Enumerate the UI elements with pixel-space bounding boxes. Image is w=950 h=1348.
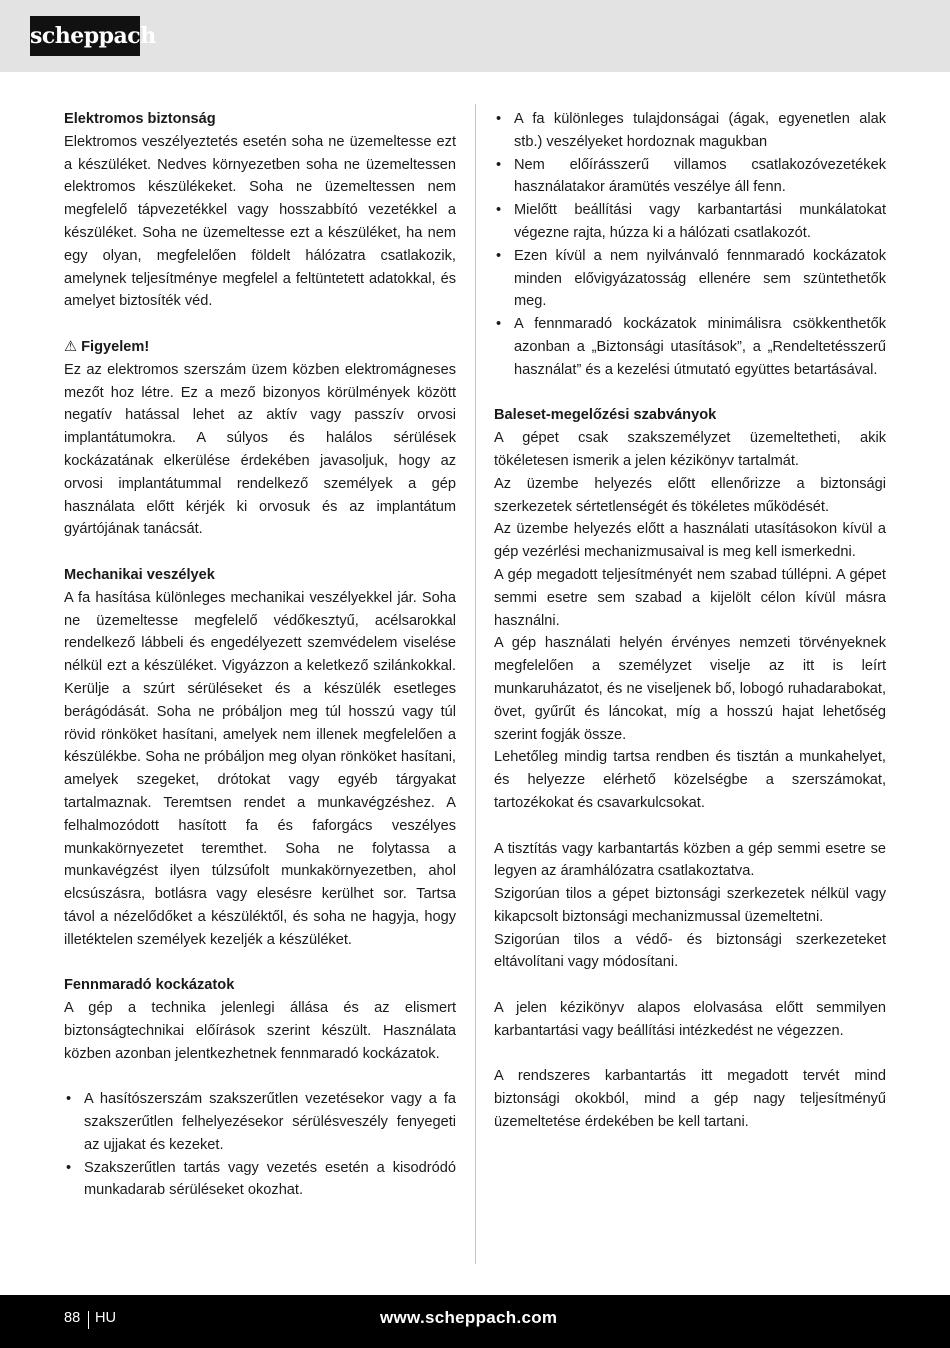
page-number: 88 (64, 1310, 81, 1326)
list-item: • Nem előírásszerű villamos csatlakozóvezetékek használatakor áramütés veszélye áll fenn. (494, 154, 886, 200)
column-divider (475, 104, 476, 1264)
cleaning-paragraph: Szigorúan tilos a gépet biztonsági szerkezetek nélkül vagy kikapcsolt biztonsági mechanizmussal üzemeltetni. (494, 886, 886, 925)
page-footer (0, 1295, 950, 1348)
accident-paragraph: Az üzembe helyezés előtt a használati utasításokon kívül a gép vezérlési mechanizmusaival is meg kell ismerkedni. (494, 521, 886, 561)
list-item: • Mielőtt beállítási vagy karbantartási munkálatokat végezne rajta, húzza ki a hálózati csatlakozót. (494, 199, 886, 245)
scheppach-logo: scheppach (30, 16, 140, 56)
website-link[interactable]: www.scheppach.com (380, 1308, 558, 1327)
electric-safety-heading: Elektromos biztonság (64, 111, 216, 127)
accident-paragraph: A gép használati helyén érvényes nemzeti törvényeknek megfelelően a személyzet viselje az itt is leírt munkaruházatot, és ne viseljenek bő, lobogó ruhadarabokat, övet, gyűrűt és láncokat, míg a hosszú hajat lehetőség szerint fogják össze. (494, 635, 886, 743)
mechanical-heading: Mechanikai veszélyek (64, 566, 215, 583)
accident-paragraph: Az üzembe helyezés előtt ellenőrizze a biztonsági szerkezetek sértetlenségét és tökéletes működését. (494, 475, 886, 515)
warning-heading-row (64, 336, 456, 359)
accident-paragraph: A gépet csak szakszemélyzet üzemeltetheti, akik tökéletesen ismerik a jelen kézikönyv tartalmát. (494, 430, 886, 469)
residual-risk-list (64, 1088, 456, 1202)
residual-risk-heading: Fennmaradó kockázatok (64, 977, 235, 994)
warning-heading: Figyelem! (81, 338, 150, 355)
list-item: • Ezen kívül a nem nyilvánvaló fennmaradó kockázatok minden elővigyázatosság ellenére sem szüntethetők meg. (494, 245, 886, 313)
list-item: • A hasítószerszám szakszerűtlen vezetésekor vagy a fa szakszerűtlen felhelyezésekor sérülésveszély fenyegeti az ujjakat és kezeket. (64, 1088, 456, 1156)
manual-note: A jelen kézikönyv alapos elolvasása előtt semmilyen karbantartási vagy beállítási intézkedést ne végezzen. (494, 1000, 886, 1039)
list-item: • A fa különleges tulajdonságai (ágak, egyenetlen alak stb.) veszélyeket hordoznak magukban (494, 108, 886, 154)
left-column (64, 108, 456, 1202)
page-header (0, 0, 950, 72)
warning-triangle-icon: ⚠ (64, 338, 78, 355)
accident-prevention-heading: Baleset-megelőzési szabványok (494, 407, 717, 424)
accident-paragraph: A gép megadott teljesítményét nem szabad túllépni. A gépet semmi esetre sem szabad a kijelölt célon kívül másra használni. (494, 566, 886, 629)
accident-paragraph: Lehetőleg mindig tartsa rendben és tisztán a munkahelyet, és helyezze elérhető közelségbe a szerszámokat, tartozékokat és csavarkulcsokat. (494, 749, 886, 811)
warning-text: Ez az elektromos szerszám üzem közben elektromágneses mezőt hoz létre. Ez a mező bizonyos körülmények között negatív hatással lehet az aktív vagy passzív orvosi implantátumokra. A súlyos és halálos sérülések kockázatának elkerülése érdekében javasoljuk, hogy az orvosi implantátummal rendelkező személyek a gép használata előtt kérjék ki orvosuk és az implantátum gyártójának tanácsát. (64, 361, 456, 538)
cleaning-paragraph: A tisztítás vagy karbantartás közben a gép semmi esetre se legyen az áramhálózatra csatlakoztatva. (494, 840, 886, 880)
list-item: • A fennmaradó kockázatok minimálisra csökkenthetők azonban a „Biztonsági utasítások”, a „Rendeltetésszerű használat” és a kezelési útmutató együttes betartásával. (494, 313, 886, 381)
language-code: HU (95, 1310, 117, 1326)
cleaning-paragraph: Szigorúan tilos a védő- és biztonsági szerkezeteket eltávolítani vagy módosítani. (494, 931, 886, 971)
footer-separator (88, 1311, 89, 1329)
right-column (494, 108, 886, 1134)
mechanical-text: A fa hasítása különleges mechanikai veszélyekkel jár. Soha ne üzemeltesse megfelelő védőkesztyű, acélsarokkal rendelkező lábbeli és engedélyezett szemvédelem viselése nélkül ezt a készüléket. Vigyázzon a keletkező szilánkokkal. Kerülje a szúrt sérüléseket és a készülék esetleges berágódását. Soha ne próbáljon meg túl hosszú vagy túl rövid rönköket hasítani, amelyek nem illenek megfelelően a készülékbe. Soha ne próbáljon meg olyan rönköket hasítani, amelyek szegeket, drótokat vagy egyéb tárgyakat tartalmaznak. Teremtsen rendet a munkavégzéshez. A felhalmozódott hasított fa és faforgács veszélyes munkakörnyezetet teremthet. Soha ne folytassa a munkavégzést ilyen túlzsúfolt munkakörnyezetben, ahol elcsúszásra, botlásra vagy elesésre kerülhet sor. Tartsa távol a nézelődőket a készüléktől, és soha ne hagyja, hogy illetéktelen személyek kezeljék a készüléket. (64, 589, 456, 948)
risk-list (494, 108, 886, 382)
electric-safety-text: Elektromos veszélyeztetés esetén soha ne üzemeltesse ezt a készüléket. Nedves környezetben soha ne üzemeltessen elektromos készülékeket. Soha ne üzemeltessen nem megfelelő tápvezetékkel vagy hosszabbító vezetékkel a készüléket. Soha ne üzemeltesse ezt a készüléket, ha nem egy olyan, megfelelően földelt hálózatra csatlakozik, amelynek teljesítménye megfelel a feltüntetett adatokkal, és amelyet biztosíték véd. (64, 133, 456, 310)
list-item: • Szakszerűtlen tartás vagy vezetés esetén a kisodródó munkadarab sérüléseket okozhat. (64, 1157, 456, 1203)
maintenance-note: A rendszeres karbantartás itt megadott tervét mind biztonsági okokból, mind a gép nagy teljesítményű üzemeltetése érdekében be kell tartani. (494, 1068, 886, 1131)
residual-risk-text: A gép a technika jelenlegi állása és az elismert biztonságtechnikai előírások szerint készült. Használata közben azonban jelentkezhetnek fennmaradó kockázatok. (64, 1000, 456, 1062)
